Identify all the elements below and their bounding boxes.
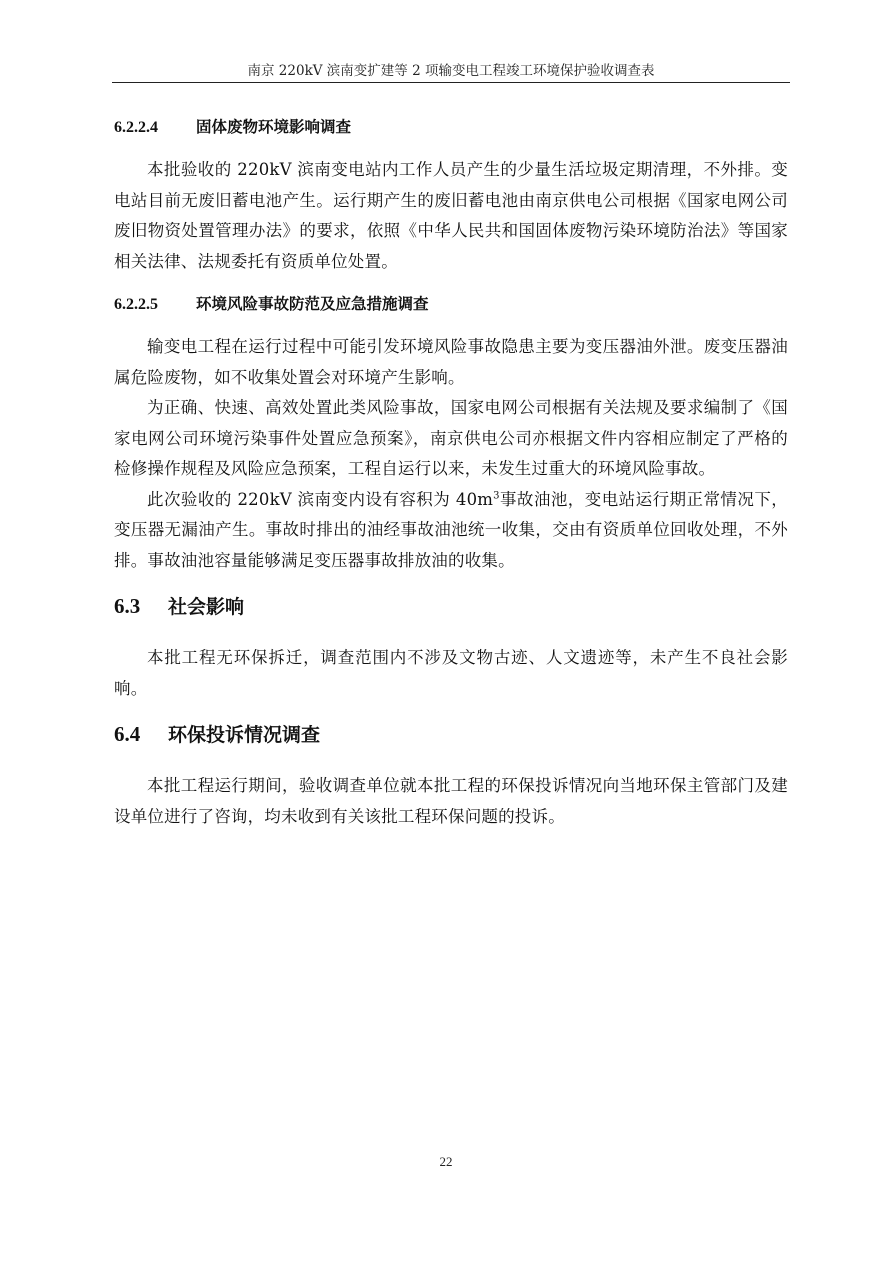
document-body [114, 108, 788, 832]
paragraph-oil-pool [114, 485, 788, 577]
section-title: 固体废物环境影响调查 [196, 118, 352, 136]
section-number: 6.4 [114, 722, 141, 746]
section-heading-6-3 [114, 582, 788, 631]
oil-pool-text-b: 事故油池，变电站运行期正常情况下，变压器无漏油产生。事故时排出的油经事故油池统一收集，交由有资质单位回收处理，不外排。事故油池容量能够满足变压器事故排放油的收集。 [114, 489, 788, 570]
section-title: 社会影响 [168, 596, 245, 618]
section-number: 6.3 [114, 594, 141, 618]
paragraph-risk-source: 输变电工程在运行过程中可能引发环境风险事故隐患主要为变压器油外泄。废变压器油属危险废物，如不收集处置会对环境产生影响。 [114, 337, 788, 387]
page-header: 南京 220kV 滨南变扩建等 2 项输变电工程竣工环境保护验收调查表 [247, 63, 655, 79]
section-title: 环境风险事故防范及应急措施调查 [196, 295, 429, 313]
oil-pool-text-a: 此次验收的 220kV 滨南变内设有容积为 40m [147, 489, 494, 509]
section-heading-6-2-2-4 [114, 108, 788, 147]
paragraph-emergency-plan: 为正确、快速、高效处置此类风险事故，国家电网公司根据有关法规及要求编制了《国家电网公司环境污染事件处置应急预案》，南京供电公司亦根据文件内容相应制定了严格的检修操作规程及风险应急预案，工程自运行以来，未发生过重大的环境风险事故。 [114, 398, 788, 478]
header-rule [112, 82, 790, 83]
paragraph-solid-waste: 本批验收的 220kV 滨南变电站内工作人员产生的少量生活垃圾定期清理，不外排。变电站目前无废旧蓄电池产生。运行期产生的废旧蓄电池由南京供电公司根据《国家电网公司废旧物资处置管理办法》的要求，依照《中华人民共和国固体废物污染环境防治法》等国家相关法律、法规委托有资质单位处置。 [114, 160, 788, 271]
paragraph-social-impact: 本批工程无环保拆迁，调查范围内不涉及文物古迹、人文遗迹等，未产生不良社会影响。 [114, 648, 788, 698]
section-number: 6.2.2.4 [114, 119, 158, 136]
paragraph-complaints: 本批工程运行期间，验收调查单位就本批工程的环保投诉情况向当地环保主管部门及建设单位进行了咨询，均未收到有关该批工程环保问题的投诉。 [114, 776, 788, 826]
section-number: 6.2.2.5 [114, 296, 158, 313]
section-heading-6-4 [114, 710, 788, 759]
superscript-3: 3 [493, 490, 500, 501]
section-title: 环保投诉情况调查 [168, 724, 321, 746]
page-number: 22 [439, 1154, 453, 1169]
section-heading-6-2-2-5 [114, 285, 788, 324]
